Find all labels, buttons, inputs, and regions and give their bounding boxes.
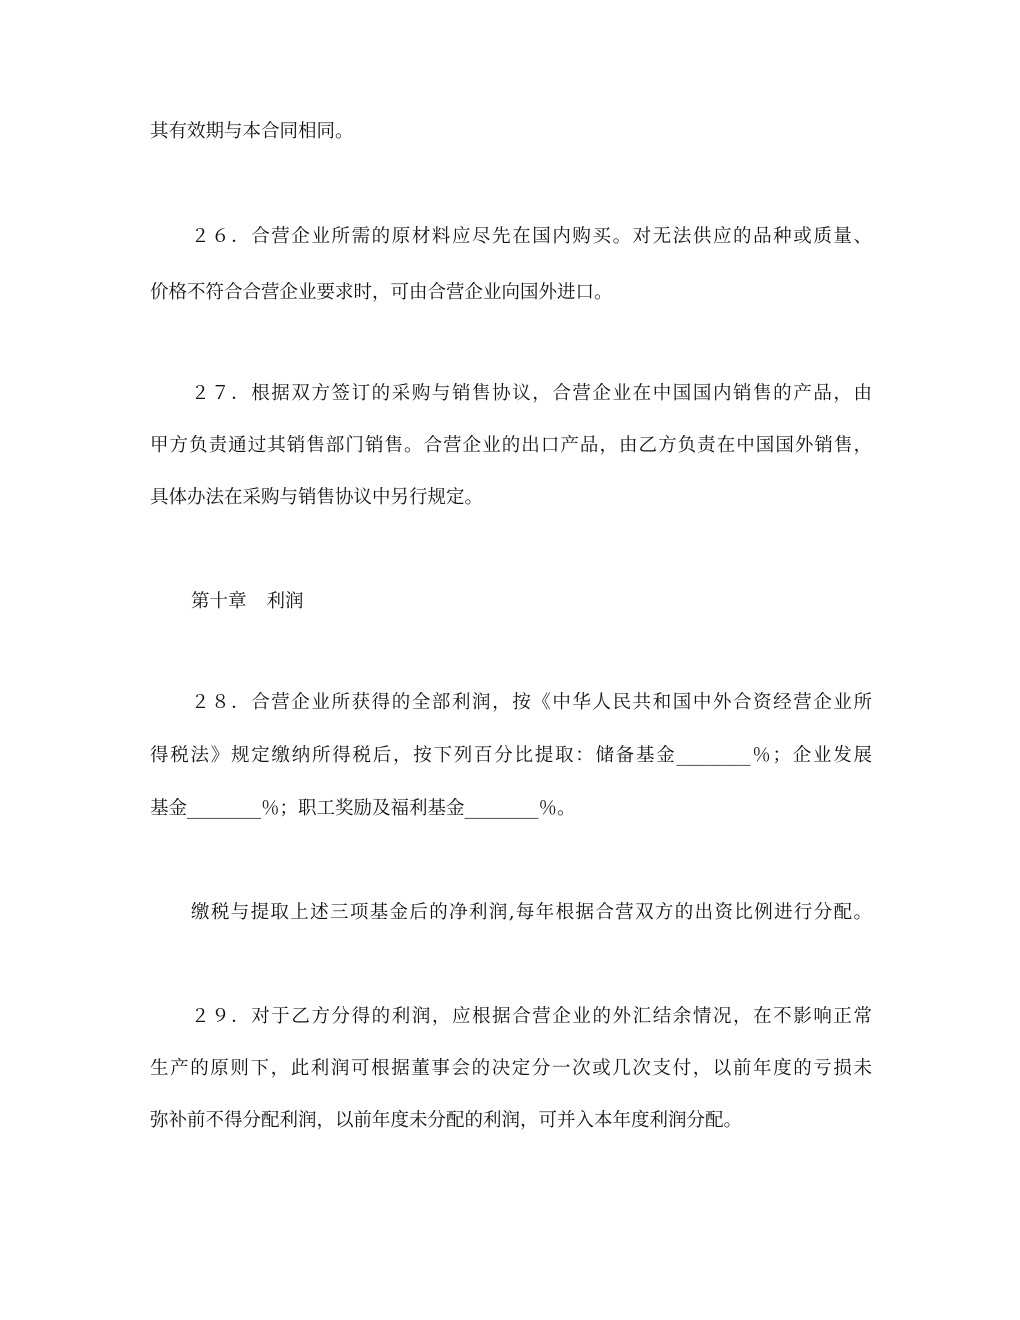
paragraph-26-line-1: ２６．合营企业所需的原材料应尽先在国内购买。对无法供应的品种或质量、 [191, 226, 872, 247]
chapter-number: 第十章 [191, 591, 247, 612]
paragraph-28-line-2: 得税法》规定缴纳所得税后，按下列百分比提取：储备基金________％；企业发展 [150, 745, 872, 766]
paragraph-29-line-1: ２９．对于乙方分得的利润，应根据合营企业的外汇结余情况，在不影响正常 [191, 1006, 872, 1027]
paragraph-29-line-2: 生产的原则下，此利润可根据董事会的决定分一次或几次支付，以前年度的亏损未 [150, 1058, 872, 1079]
paragraph-27-line-2: 甲方负责通过其销售部门销售。合营企业的出口产品，由乙方负责在中国国外销售， [150, 435, 872, 456]
paragraph-25-tail: 其有效期与本合同相同。 [150, 121, 354, 142]
chapter-title: 利润 [266, 591, 304, 612]
paragraph-26-line-2: 价格不符合合营企业要求时，可由合营企业向国外进口。 [150, 282, 613, 303]
paragraph-28-line-1: ２８．合营企业所获得的全部利润，按《中华人民共和国中外合资经营企业所 [191, 692, 872, 713]
chapter-heading [191, 590, 872, 614]
paragraph-29-line-3: 弥补前不得分配利润，以前年度未分配的利润，可并入本年度利润分配。 [150, 1110, 743, 1131]
paragraph-27-line-3: 具体办法在采购与销售协议中另行规定。 [150, 487, 484, 508]
paragraph-28-line-3: 基金________％；职工奖励及福利基金________％。 [150, 798, 576, 819]
paragraph-27-line-1: ２７．根据双方签订的采购与销售协议，合营企业在中国国内销售的产品，由 [191, 383, 872, 404]
paragraph-28-net-profit: 缴税与提取上述三项基金后的净利润,每年根据合营双方的出资比例进行分配。 [191, 902, 872, 923]
